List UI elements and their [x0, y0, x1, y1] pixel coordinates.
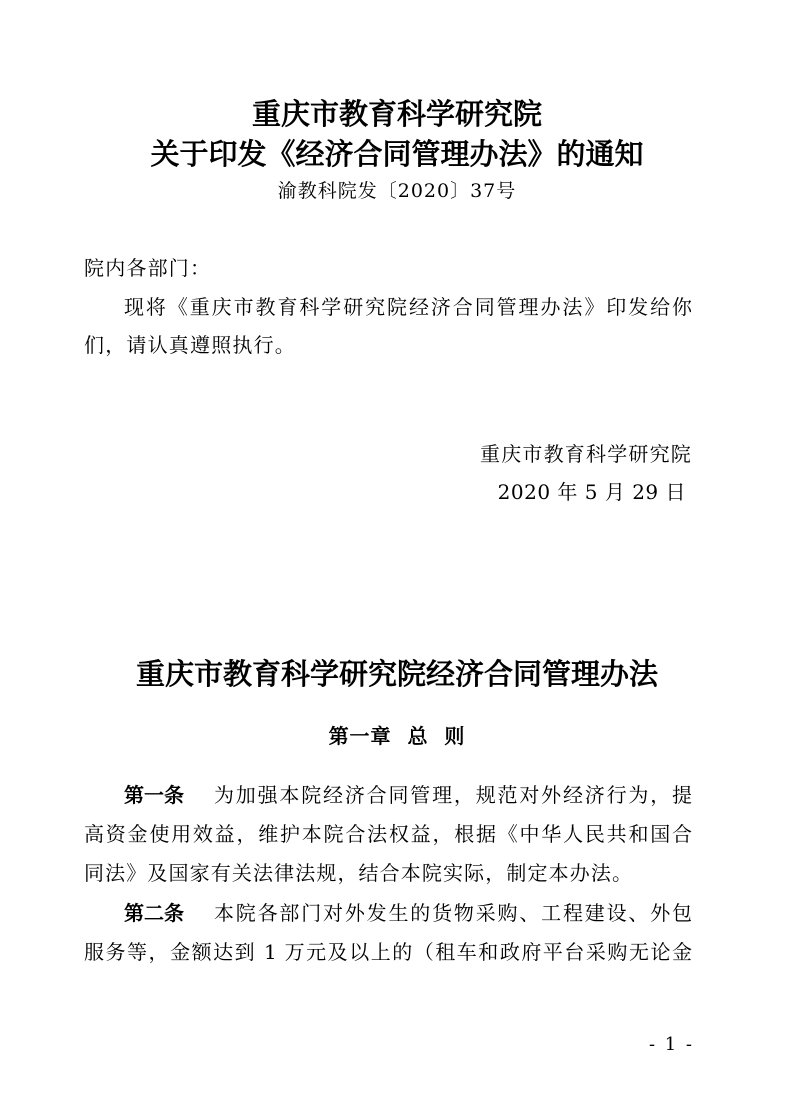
notice-title-line2: 关于印发《经济合同管理办法》的通知 — [150, 137, 644, 171]
notice-title-line1: 重庆市教育科学研究院 — [251, 97, 542, 131]
article-2-line2: 服务等，金额达到 1 万元及以上的（租车和政府平台采购无论金 — [84, 940, 692, 964]
article-1-line2: 高资金使用效益，维护本院合法权益，根据《中华人民共和国合 — [84, 822, 692, 846]
page-number: - 1 - — [648, 1034, 694, 1055]
chapter-heading: 第一章 总 则 — [328, 724, 466, 748]
article-2-label: 第二条 — [124, 901, 184, 925]
article-1-line1 — [84, 779, 692, 808]
article-1-line3: 同法》及国家有关法律法规，结合本院实际，制定本办法。 — [84, 861, 632, 885]
document-number: 渝教科院发〔2020〕37号 — [277, 180, 517, 202]
article-1-text-line1: 为加强本院经济合同管理，规范对外经济行为，提 — [214, 783, 692, 807]
salutation: 院内各部门： — [84, 256, 212, 280]
signature-date: 2020 年 5 月 29 日 — [497, 480, 686, 504]
article-1-label: 第一条 — [124, 783, 184, 807]
signature-organization: 重庆市教育科学研究院 — [480, 442, 692, 466]
article-2-text-line1: 本院各部门对外发生的货物采购、工程建设、外包 — [214, 901, 692, 925]
notice-body-line2: 们，请认真遵照执行。 — [84, 333, 296, 357]
regulation-title: 重庆市教育科学研究院经济合同管理办法 — [135, 657, 658, 691]
notice-body-line1: 现将《重庆市教育科学研究院经济合同管理办法》印发给你 — [124, 295, 692, 319]
article-2-line1 — [84, 897, 692, 926]
